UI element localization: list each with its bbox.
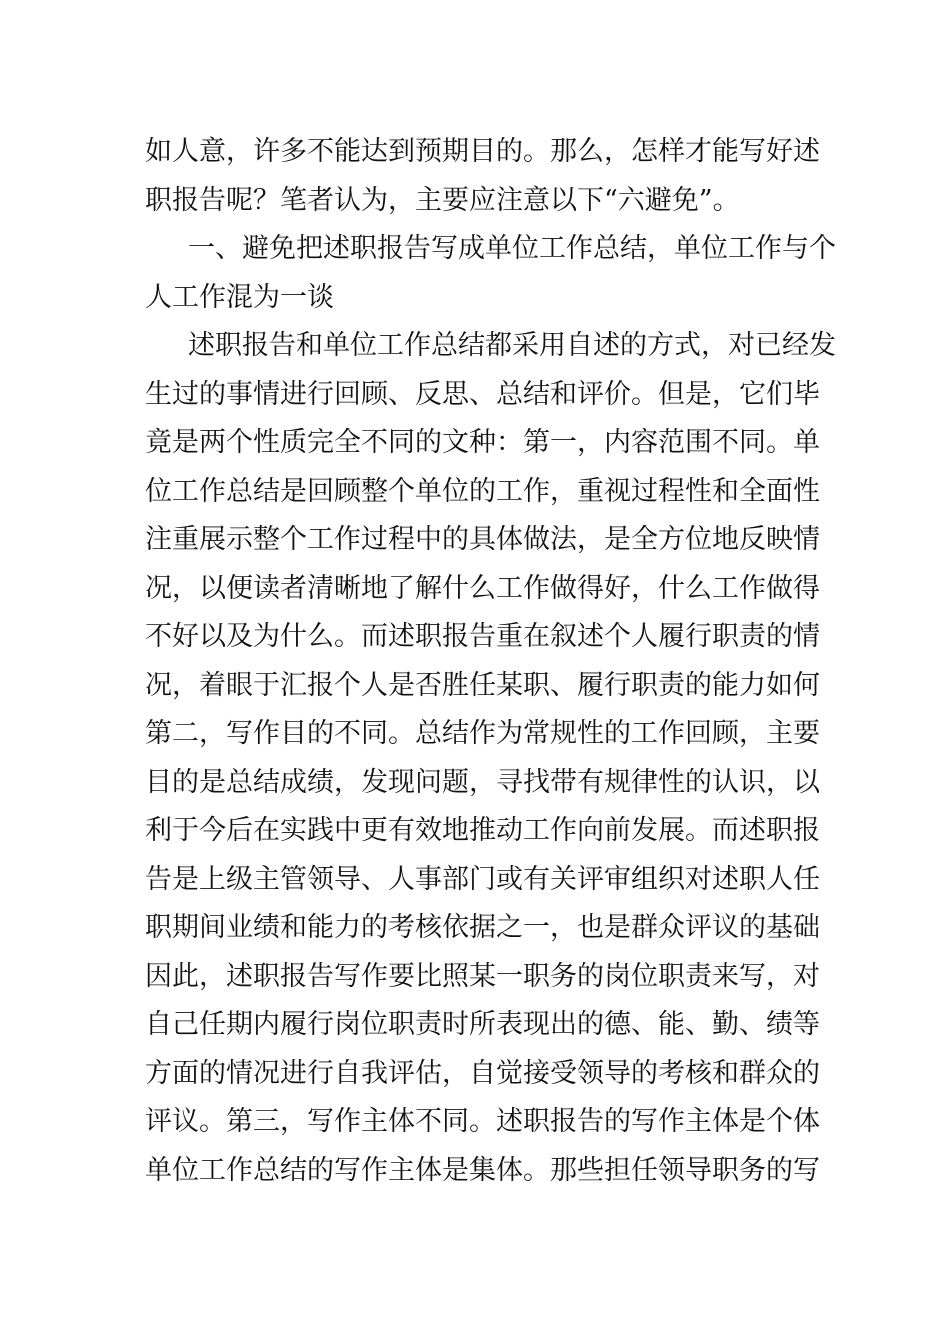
text-line: 不好以及为什么。而述职报告重在叙述个人履行职责的情	[145, 621, 820, 652]
text-line: 职期间业绩和能力的考核依据之一，也是群众评议的基础	[145, 912, 820, 943]
text-line: 单位工作总结的写作主体是集体。那些担任领导职务的写	[145, 1154, 820, 1186]
text-line: 利于今后在实践中更有效地推动工作向前发展。而述职报	[145, 815, 820, 846]
text-line: 目的是总结成绩，发现问题，寻找带有规律性的认识，以	[145, 766, 820, 798]
text-line: 因此，述职报告写作要比照某一职务的岗位职责来写，对	[145, 960, 820, 992]
section-heading-line: 人工作混为一谈	[145, 281, 334, 313]
text-line: 注重展示整个工作过程中的具体做法，是全方位地反映情	[145, 524, 820, 555]
paragraph-first-line: 述职报告和单位工作总结都采用自述的方式，对已经发	[188, 330, 836, 361]
document-body	[145, 128, 836, 1195]
text-line: 职报告呢？笔者认为，主要应注意以下“六避免”。	[145, 184, 740, 216]
text-line: 自己任期内履行岗位职责时所表现出的德、能、勤、绩等	[145, 1009, 820, 1040]
text-line: 竟是两个性质完全不同的文种：第一，内容范围不同。单	[145, 427, 820, 458]
text-line: 生过的事情进行回顾、反思、总结和评价。但是，它们毕	[145, 378, 820, 410]
text-line: 第二，写作目的不同。总结作为常规性的工作回顾，主要	[145, 718, 820, 749]
text-line: 评议。第三，写作主体不同。述职报告的写作主体是个体	[145, 1106, 820, 1137]
text-line: 位工作总结是回顾整个单位的工作，重视过程性和全面性	[145, 475, 820, 507]
text-line: 况，以便读者清晰地了解什么工作做得好，什么工作做得	[145, 572, 820, 604]
section-heading-line: 一、避免把述职报告写成单位工作总结，单位工作与个	[188, 233, 836, 264]
text-line: 方面的情况进行自我评估，自觉接受领导的考核和群众的	[145, 1057, 820, 1089]
text-line: 告是上级主管领导、人事部门或有关评审组织对述职人任	[145, 863, 820, 895]
text-line: 如人意，许多不能达到预期目的。那么，怎样才能写好述	[145, 136, 820, 167]
text-line: 况，着眼于汇报个人是否胜任某职、履行职责的能力如何	[145, 669, 820, 701]
